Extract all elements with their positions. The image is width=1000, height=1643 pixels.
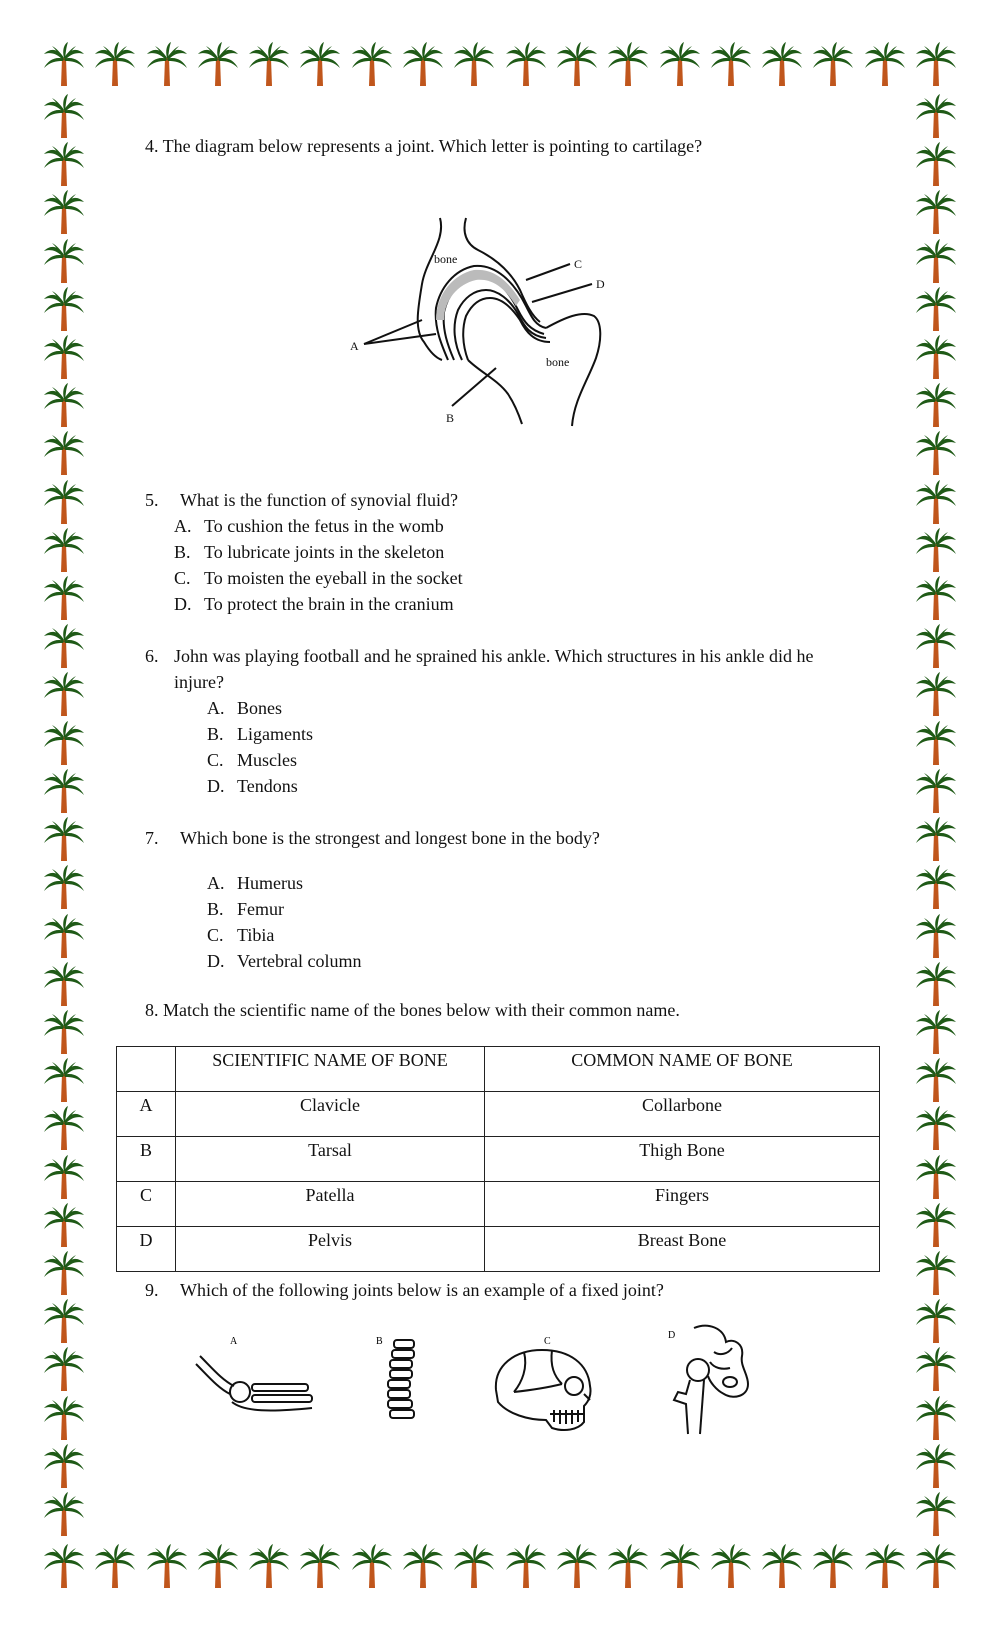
palm-tree-icon (91, 40, 139, 88)
palm-tree-icon (40, 333, 88, 381)
palm-tree-icon (912, 1442, 960, 1490)
question-4-text: 4. The diagram below represents a joint. Which letter is pointing to cartilage? (145, 136, 703, 156)
palm-tree-icon (450, 40, 498, 88)
palm-tree-icon (912, 429, 960, 477)
option-c[interactable]: C. Muscles (207, 750, 297, 770)
palm-tree-icon (758, 1542, 806, 1590)
palm-tree-icon (502, 1542, 550, 1590)
palm-tree-icon (40, 1542, 88, 1590)
joint-figure-b-spine[interactable] (374, 1332, 434, 1428)
palm-tree-icon (40, 670, 88, 718)
palm-tree-icon (912, 1542, 960, 1590)
palm-tree-icon (861, 40, 909, 88)
option-a[interactable]: A. Bones (207, 698, 282, 718)
diagram-label-d: D (596, 277, 605, 291)
diagram-label-c: C (574, 257, 583, 271)
question-9-number: 9. (145, 1280, 159, 1300)
palm-tree-icon (40, 574, 88, 622)
figure-label-c: C (544, 1336, 551, 1347)
bone-matching-table (116, 1046, 880, 1272)
palm-tree-icon (912, 912, 960, 960)
table-row (117, 1092, 880, 1137)
joint-figure-a-elbow[interactable] (192, 1332, 322, 1422)
palm-tree-icon (348, 40, 396, 88)
palm-tree-icon (912, 1394, 960, 1442)
figure-label-a: A (230, 1336, 238, 1347)
palm-tree-icon (348, 1542, 396, 1590)
question-7-number: 7. (145, 828, 159, 848)
row-letter: D (117, 1227, 176, 1272)
palm-tree-icon (604, 1542, 652, 1590)
palm-tree-icon (553, 40, 601, 88)
table-row (117, 1182, 880, 1227)
joint-figure-c-skull[interactable] (488, 1332, 608, 1444)
palm-tree-icon (656, 1542, 704, 1590)
diagram-label-a: A (350, 339, 359, 353)
question-5-text: What is the function of synovial fluid? (180, 490, 458, 510)
palm-tree-icon (143, 1542, 191, 1590)
palm-tree-icon (40, 1249, 88, 1297)
palm-tree-icon (40, 285, 88, 333)
option-c[interactable]: C. To moisten the eyeball in the socket (174, 568, 463, 588)
palm-tree-icon (912, 40, 960, 88)
palm-tree-icon (194, 1542, 242, 1590)
palm-tree-icon (143, 40, 191, 88)
option-c[interactable]: C. Tibia (207, 925, 275, 945)
palm-tree-icon (912, 1297, 960, 1345)
figure-label-d: D (668, 1330, 676, 1341)
palm-tree-icon (40, 912, 88, 960)
palm-tree-icon (91, 1542, 139, 1590)
palm-tree-icon (912, 719, 960, 767)
palm-tree-icon (40, 237, 88, 285)
option-b[interactable]: B. Ligaments (207, 724, 313, 744)
diagram-label-bone-top: bone (434, 252, 458, 266)
question-6-options (207, 695, 313, 799)
palm-tree-icon (40, 92, 88, 140)
palm-tree-icon (912, 526, 960, 574)
palm-tree-icon (40, 622, 88, 670)
question-9-text: Which of the following joints below is an example of a fixed joint? (180, 1280, 664, 1300)
palm-tree-icon (245, 1542, 293, 1590)
question-5-options (174, 513, 463, 617)
palm-tree-icon (604, 40, 652, 88)
palm-tree-icon (40, 1394, 88, 1442)
scientific-name: Tarsal (176, 1137, 485, 1182)
palm-tree-icon (912, 381, 960, 429)
palm-tree-icon (912, 1056, 960, 1104)
option-d[interactable]: D. Tendons (207, 776, 298, 796)
palm-tree-icon (40, 188, 88, 236)
palm-tree-icon (40, 429, 88, 477)
palm-tree-icon (40, 1153, 88, 1201)
option-a[interactable]: A. Humerus (207, 873, 303, 893)
palm-tree-icon (912, 863, 960, 911)
palm-tree-icon (40, 40, 88, 88)
palm-tree-icon (40, 1490, 88, 1538)
question-6-number: 6. (145, 646, 159, 666)
palm-tree-icon (450, 1542, 498, 1590)
palm-tree-icon (707, 40, 755, 88)
palm-tree-icon (758, 40, 806, 88)
palm-tree-icon (40, 526, 88, 574)
palm-tree-icon (912, 767, 960, 815)
question-8-text: 8. Match the scientific name of the bones below with their common name. (145, 1000, 680, 1020)
table-header-scientific: SCIENTIFIC NAME OF BONE (176, 1047, 485, 1092)
diagram-label-bone-bottom: bone (546, 355, 570, 369)
row-letter: C (117, 1182, 176, 1227)
palm-tree-icon (809, 40, 857, 88)
palm-tree-icon (912, 333, 960, 381)
palm-tree-icon (912, 574, 960, 622)
table-row (117, 1227, 880, 1272)
option-a[interactable]: A. To cushion the fetus in the womb (174, 516, 444, 536)
table-row (117, 1137, 880, 1182)
palm-tree-icon (912, 1008, 960, 1056)
table-header-common: COMMON NAME OF BONE (485, 1047, 880, 1092)
option-b[interactable]: B. To lubricate joints in the skeleton (174, 542, 445, 562)
joint-diagram (350, 210, 640, 450)
scientific-name: Patella (176, 1182, 485, 1227)
palm-tree-icon (40, 1056, 88, 1104)
row-letter: B (117, 1137, 176, 1182)
question-7-options (207, 870, 361, 974)
palm-tree-icon (40, 1008, 88, 1056)
common-name: Thigh Bone (485, 1137, 880, 1182)
common-name: Collarbone (485, 1092, 880, 1137)
palm-tree-icon (912, 285, 960, 333)
option-d[interactable]: D. To protect the brain in the cranium (174, 594, 454, 614)
joint-figure-d-hip[interactable] (664, 1322, 774, 1442)
row-letter: A (117, 1092, 176, 1137)
palm-tree-icon (40, 140, 88, 188)
palm-tree-icon (40, 1297, 88, 1345)
palm-tree-icon (40, 1104, 88, 1152)
palm-tree-icon (296, 40, 344, 88)
scientific-name: Pelvis (176, 1227, 485, 1272)
palm-tree-icon (912, 237, 960, 285)
palm-tree-icon (912, 1104, 960, 1152)
palm-tree-icon (40, 1345, 88, 1393)
palm-tree-icon (40, 815, 88, 863)
palm-tree-icon (40, 1201, 88, 1249)
palm-tree-icon (40, 960, 88, 1008)
palm-tree-icon (656, 40, 704, 88)
palm-tree-icon (912, 92, 960, 140)
palm-tree-icon (912, 1345, 960, 1393)
palm-tree-icon (912, 188, 960, 236)
palm-tree-icon (40, 719, 88, 767)
palm-tree-icon (912, 622, 960, 670)
palm-tree-icon (40, 478, 88, 526)
option-b[interactable]: B. Femur (207, 899, 284, 919)
palm-tree-icon (40, 1442, 88, 1490)
palm-tree-icon (809, 1542, 857, 1590)
palm-tree-icon (707, 1542, 755, 1590)
palm-tree-icon (553, 1542, 601, 1590)
diagram-label-b: B (446, 411, 455, 425)
common-name: Fingers (485, 1182, 880, 1227)
palm-tree-icon (912, 670, 960, 718)
table-header-row (117, 1047, 880, 1092)
palm-tree-icon (912, 478, 960, 526)
palm-tree-icon (912, 1153, 960, 1201)
palm-tree-icon (912, 815, 960, 863)
question-6-text-line1: John was playing football and he sprained his ankle. Which structures in his ankle did he (174, 646, 814, 666)
palm-tree-icon (40, 381, 88, 429)
question-7-text: Which bone is the strongest and longest bone in the body? (180, 828, 600, 848)
palm-tree-icon (194, 40, 242, 88)
palm-tree-icon (296, 1542, 344, 1590)
palm-tree-icon (912, 1201, 960, 1249)
palm-tree-icon (399, 40, 447, 88)
question-5-number: 5. (145, 490, 159, 510)
palm-tree-icon (912, 1490, 960, 1538)
scientific-name: Clavicle (176, 1092, 485, 1137)
palm-tree-icon (912, 960, 960, 1008)
common-name: Breast Bone (485, 1227, 880, 1272)
option-d[interactable]: D. Vertebral column (207, 951, 362, 971)
palm-tree-icon (912, 140, 960, 188)
palm-tree-icon (861, 1542, 909, 1590)
palm-tree-icon (399, 1542, 447, 1590)
table-header-blank (117, 1047, 176, 1092)
question-6-text-line2: injure? (174, 672, 224, 692)
figure-label-b: B (376, 1336, 383, 1347)
palm-tree-icon (245, 40, 293, 88)
palm-tree-icon (40, 767, 88, 815)
palm-tree-icon (502, 40, 550, 88)
palm-tree-icon (40, 863, 88, 911)
palm-tree-icon (912, 1249, 960, 1297)
